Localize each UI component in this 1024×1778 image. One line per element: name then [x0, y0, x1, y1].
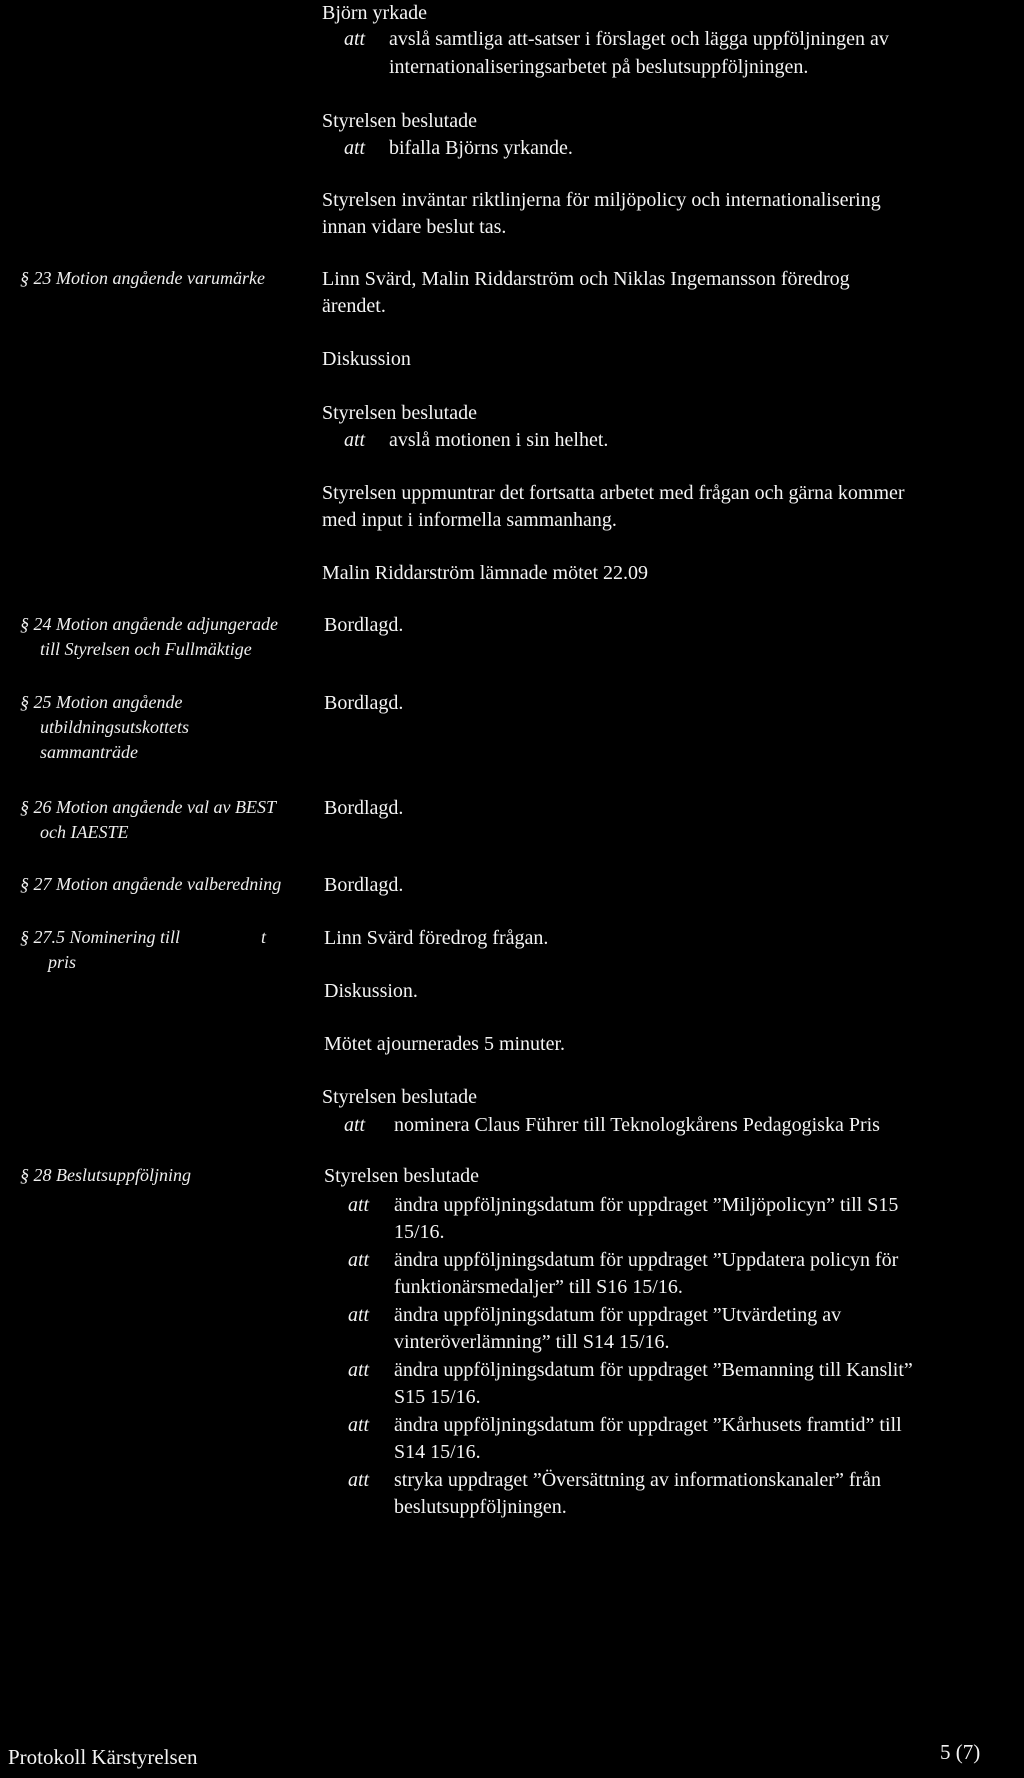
att-label: att [348, 1469, 370, 1491]
text-uppmuntrar: Styrelsen uppmuntrar det fortsatta arbetet med frågan och gärna kommer [322, 482, 905, 504]
section-heading-25: sammanträde [40, 742, 138, 762]
att-text: avslå motionen i sin helhet. [389, 429, 609, 451]
att-label: att [348, 1249, 370, 1271]
footer-title: Protokoll Kärstyrelsen [8, 1745, 198, 1769]
text-foredrog: Linn Svärd föredrog frågan. [324, 927, 549, 949]
att-text: 15/16. [394, 1221, 445, 1243]
att-text: beslutsuppföljningen. [394, 1496, 567, 1518]
text-diskussion: Diskussion. [324, 980, 418, 1002]
text-uppmuntrar: med input i informella sammanhang. [322, 509, 617, 531]
section-heading-25: § 25 Motion angående [20, 692, 183, 712]
att-label: att [344, 28, 366, 50]
att-text: ändra uppföljningsdatum för uppdraget ”Uppdatera policyn för [394, 1249, 899, 1271]
att-text: vinteröverlämning” till S14 15/16. [394, 1331, 670, 1353]
section-heading-28: § 28 Beslutsuppföljning [20, 1165, 191, 1185]
att-label: att [344, 1114, 366, 1136]
section-heading-27-5: pris [48, 952, 77, 972]
att-text: ändra uppföljningsdatum för uppdraget ”Kårhusets framtid” till [394, 1414, 902, 1436]
section-heading-24: § 24 Motion angående adjungerade [20, 614, 278, 634]
att-text: S15 15/16. [394, 1386, 481, 1408]
att-label: att [348, 1414, 370, 1436]
section-heading-26: och IAESTE [40, 822, 129, 842]
att-text: ändra uppföljningsdatum för uppdraget ”Miljöpolicyn” till S15 [394, 1194, 899, 1216]
text-styrelsen-beslutade: Styrelsen beslutade [324, 1165, 479, 1187]
text-styrelsen-beslutade: Styrelsen beslutade [322, 1086, 477, 1108]
section-heading-27-5: § 27.5 Nominering till [20, 927, 181, 947]
text-invantar: innan vidare beslut tas. [322, 216, 507, 238]
page-number: 5 (7) [940, 1740, 981, 1764]
att-label: att [348, 1304, 370, 1326]
att-label: att [348, 1194, 370, 1216]
att-text: ändra uppföljningsdatum för uppdraget ”Bemanning till Kanslit” [394, 1359, 913, 1381]
text-ajournerades: Mötet ajournerades 5 minuter. [324, 1033, 566, 1055]
text-styrelsen-beslutade: Styrelsen beslutade [322, 402, 477, 424]
text-bjorn-yrkade: Björn yrkade [322, 2, 427, 24]
text-lamnade: Malin Riddarström lämnade mötet 22.09 [322, 562, 649, 584]
text-foredrog: ärendet. [322, 295, 386, 317]
att-text: bifalla Björns yrkande. [389, 137, 573, 159]
section-heading-27: § 27 Motion angående valberedning [20, 874, 282, 894]
att-label: att [348, 1359, 370, 1381]
text-styrelsen-beslutade: Styrelsen beslutade [322, 110, 477, 132]
text-bordlagd: Bordlagd. [324, 614, 404, 636]
text-bordlagd: Bordlagd. [324, 692, 404, 714]
text-diskussion: Diskussion [322, 348, 411, 370]
section-heading-26: § 26 Motion angående val av BEST [20, 797, 276, 817]
section-heading-25: utbildningsutskottets [40, 717, 190, 737]
att-text: internationaliseringsarbetet på beslutsuppföljningen. [389, 56, 809, 78]
att-label: att [344, 429, 366, 451]
text-bordlagd: Bordlagd. [324, 874, 404, 896]
att-text: stryka uppdraget ”Översättning av informationskanaler” från [394, 1469, 882, 1491]
section-heading-27-5-fragment: t [261, 927, 267, 947]
section-heading-24: till Styrelsen och Fullmäktige [40, 639, 252, 659]
text-invantar: Styrelsen inväntar riktlinjerna för miljöpolicy och internationalisering [322, 189, 881, 211]
text-bordlagd: Bordlagd. [324, 797, 404, 819]
att-text: nominera Claus Führer till Teknologkårens Pedagogiska Pris [394, 1114, 880, 1136]
att-text: funktionärsmedaljer” till S16 15/16. [394, 1276, 683, 1298]
att-text: ändra uppföljningsdatum för uppdraget ”Utvärdeting av [394, 1304, 842, 1326]
att-label: att [344, 137, 366, 159]
att-text: S14 15/16. [394, 1441, 481, 1463]
section-heading-23: § 23 Motion angående varumärke [20, 268, 265, 288]
text-foredrog: Linn Svärd, Malin Riddarström och Niklas Ingemansson föredrog [322, 268, 850, 290]
att-text: avslå samtliga att-satser i förslaget och lägga uppföljningen av [389, 28, 889, 50]
